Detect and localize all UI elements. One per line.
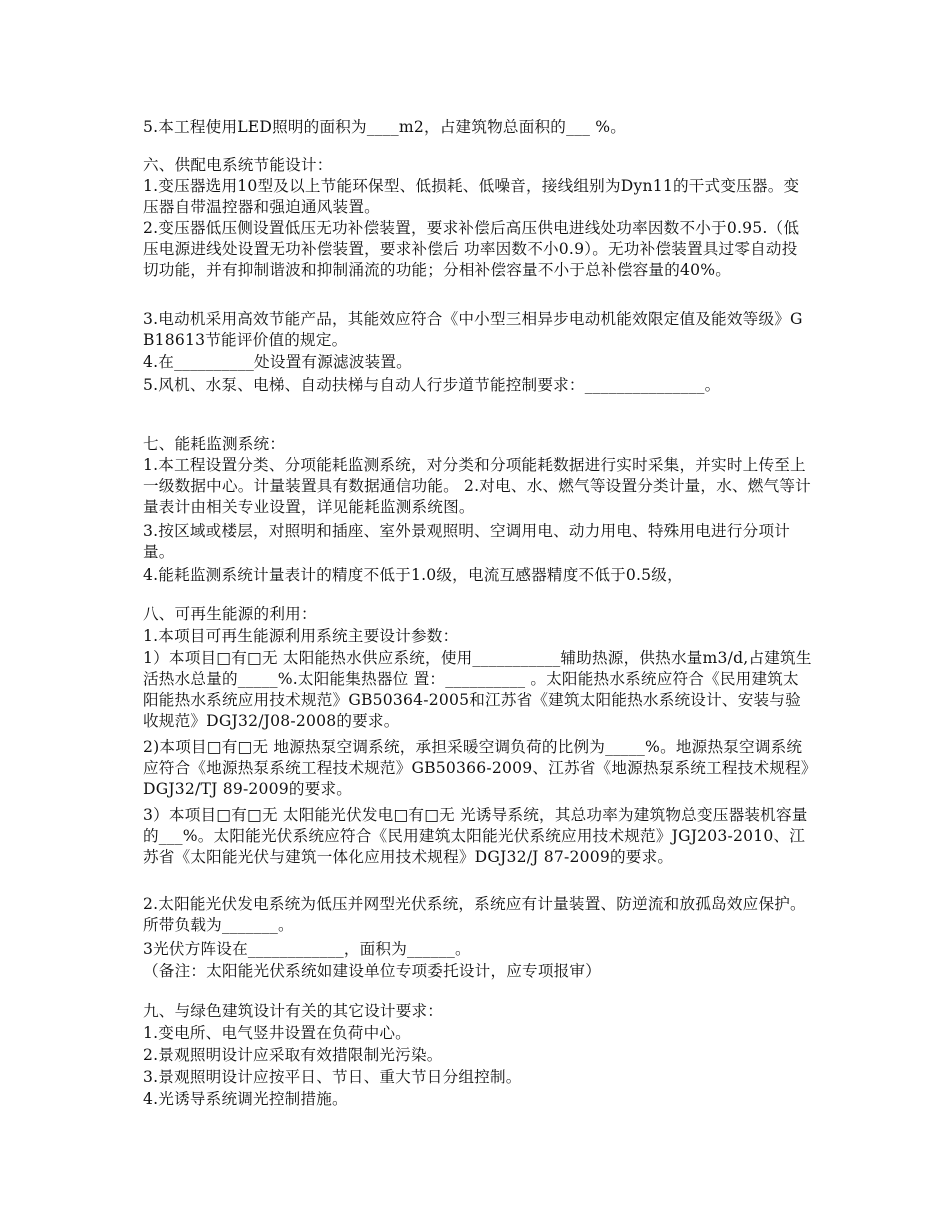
section-8-ground-source: 2)本项目□有□无 地源热泵空调系统，承担采暖空调负荷的比例为_____%。地源热泵空调系统应符合《地源热泵系统工程技术规范》GB50366-2009、江苏省《地源热泵系统工程技术规程》DGJ32/TJ 89-2009的要求。: [143, 738, 809, 798]
section-7-item-4: 4.能耗监测系统计量表计的精度不低于1.0级，电流互感器精度不低于0.5级，: [143, 566, 683, 584]
section-7-heading: 七、能耗监测系统：: [143, 435, 286, 453]
section-9-item-4: 4.光诱导系统调光控制措施。: [143, 1090, 348, 1108]
section-6-item-5: 5.风机、水泵、电梯、自动扶梯与自动人行步道节能控制要求：_______________。: [143, 376, 721, 394]
section-9-item-3: 3.景观照明设计应按平日、节日、重大节日分组控制。: [143, 1068, 522, 1086]
section-9-heading: 九、与绿色建筑设计有关的其它设计要求：: [143, 1002, 444, 1020]
section-8-photovoltaic: 3）本项目□有□无 太阳能光伏发电□有□无 光诱导系统，其总功率为建筑物总变压器装机容量的___%。太阳能光伏系统应符合《民用建筑太阳能光伏系统应用技术规范》JGJ203-2010、江苏省《太阳能光伏与建筑一体化应用技术规程》DGJ32/J 87-2009的要求。: [143, 806, 808, 866]
section-8-heading: 八、可再生能源的利用：: [143, 605, 317, 623]
section-9-item-1: 1.变电所、电气竖井设置在负荷中心。: [143, 1024, 411, 1042]
section-6-item-3: 3.电动机采用高效节能产品，其能效应符合《中小型三相异步电动机能效限定值及能效等级》GB18613节能评价值的规定。: [143, 310, 803, 349]
section-8-item-1: 1.本项目可再生能源利用系统主要设计参数：: [143, 627, 459, 645]
section-9-item-2: 2.景观照明设计应采取有效措限制光污染。: [143, 1046, 443, 1064]
section-7-item-3: 3.按区域或楼层，对照明和插座、室外景观照明、空调用电、动力用电、特殊用电进行分项计量。: [143, 522, 791, 561]
section-6-item-4: 4.在__________处设置有源滤波装置。: [143, 353, 412, 371]
section-6-item-1: 1.变压器选用10型及以上节能环保型、低损耗、低噪音，接线组别为Dyn11的干式变压器。变压器自带温控器和强迫通风装置。: [143, 177, 800, 216]
section-6-heading: 六、供配电系统节能设计：: [143, 156, 333, 174]
section-7-item-1: 1.本工程设置分类、分项能耗监测系统，对分类和分项能耗数据进行实时采集，并实时上传至上一级数据中心。计量装置具有数据通信功能。 2.对电、水、燃气等设置分类计量，水、燃气等计量表计由相关专业设置，详见能耗监测系统图。: [143, 456, 811, 516]
section-8-solar-water: 1）本项目□有□无 太阳能热水供应系统，使用___________辅助热源，供热水量m3/d,占建筑生活热水总量的_____%.太阳能集热器位 置：__________ 。太阳能热水系统应符合《民用建筑太阳能热水系统应用技术规范》GB50364-2005和江苏省《建筑太阳能热水系统设计、安装与验收规范》DGJ32/J08-2008的要求。: [143, 649, 812, 730]
section-6-item-2: 2.变压器低压侧设置低压无功补偿装置，要求补偿后高压供电进线处功率因数不小于0.95.（低压电源进线处设置无功补偿装置，要求补偿后 功率因数不小0.9）。无功补偿装置具过零自动投切功能，并有抑制谐波和抑制涌流的功能；分相补偿容量不小于总补偿容量的40%。: [143, 219, 800, 279]
led-lighting-item: 5.本工程使用LED照明的面积为____m2，占建筑物总面积的___ %。: [143, 118, 627, 136]
section-8-item-2: 2.太阳能光伏发电系统为低压并网型光伏系统，系统应有计量装置、防逆流和放孤岛效应保护。所带负载为_______。: [143, 895, 806, 934]
section-8-note: （备注：太阳能光伏系统如建设单位专项委托设计，应专项报审）: [143, 962, 602, 980]
section-8-item-3: 3光伏方阵设在____________，面积为______。: [143, 940, 471, 958]
